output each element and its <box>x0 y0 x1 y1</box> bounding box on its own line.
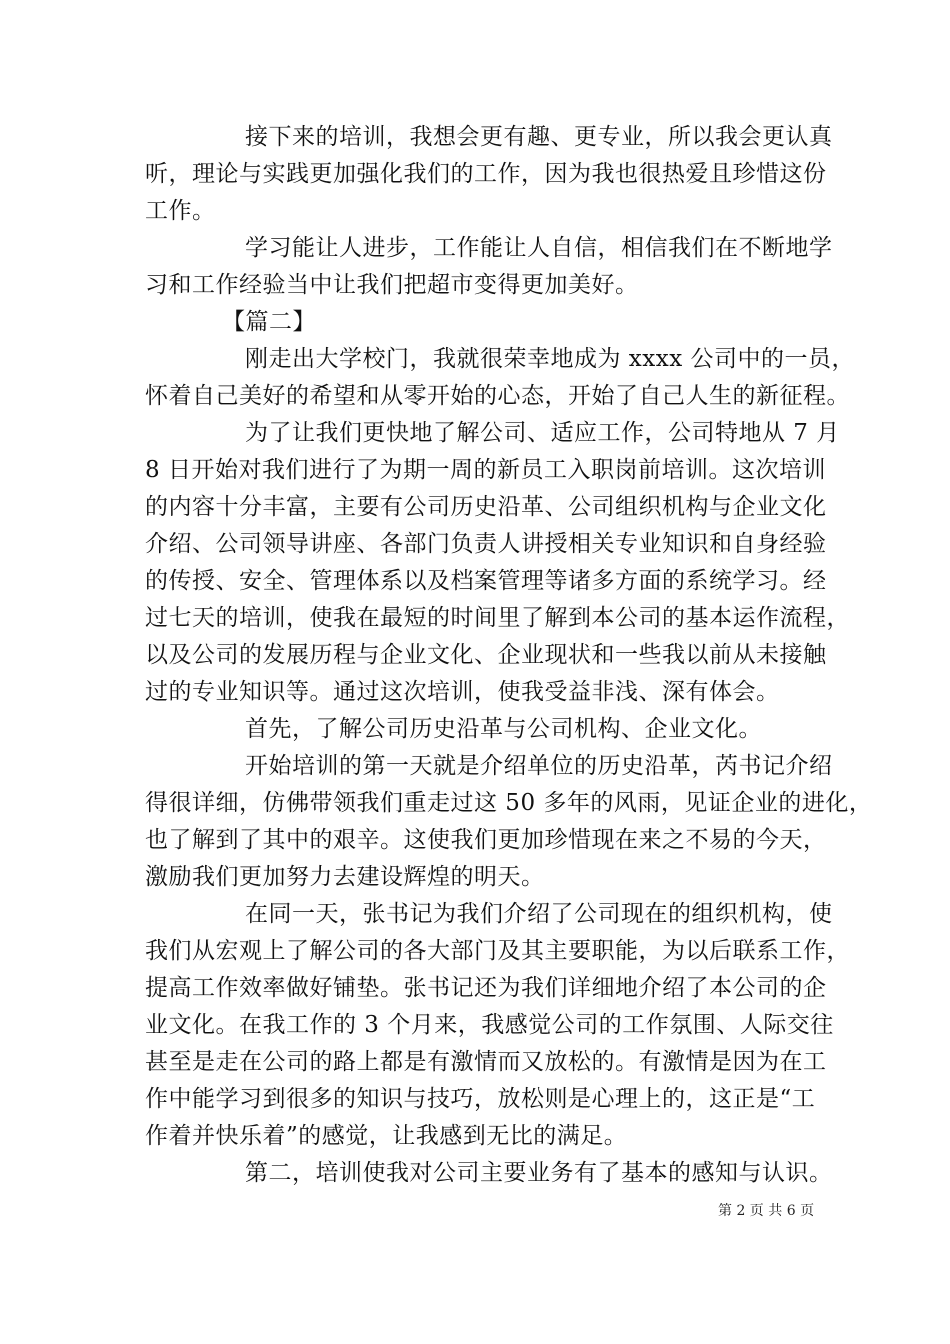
paragraph-line: 习和工作经验当中让我们把超市变得更加美好。 <box>145 272 639 298</box>
paragraph-line: 激励我们更加努力去建设辉煌的明天。 <box>145 864 545 890</box>
paragraph-line: 为了让我们更快地了解公司、适应工作，公司特地从 7 月 <box>245 420 840 446</box>
page-number-footer: 第 2 页 共 6 页 <box>718 1203 815 1219</box>
paragraph-line: 我们从宏观上了解公司的各大部门及其主要职能，为以后联系工作， <box>145 938 850 964</box>
paragraph-line: 开始培训的第一天就是介绍单位的历史沿革，芮书记介绍 <box>245 753 833 779</box>
paragraph-line: 作着并快乐着”的感觉，让我感到无比的满足。 <box>145 1123 628 1149</box>
paragraph-line: 首先，了解公司历史沿革与公司机构、企业文化。 <box>245 716 762 742</box>
paragraph-line: 介绍、公司领导讲座、各部门负责人讲授相关专业知识和自身经验 <box>145 531 827 557</box>
paragraph-line: 甚至是走在公司的路上都是有激情而又放松的。有激情是因为在工 <box>145 1049 827 1075</box>
paragraph-line: 刚走出大学校门，我就很荣幸地成为 xxxx 公司中的一员， <box>245 346 856 372</box>
paragraph-line: 过七天的培训，使我在最短的时间里了解到本公司的基本运作流程， <box>145 605 850 631</box>
paragraph-line: 作中能学习到很多的知识与技巧，放松则是心理上的，这正是“工 <box>145 1086 816 1112</box>
paragraph-line: 得很详细，仿佛带领我们重走过这 50 多年的风雨，见证企业的进化， <box>145 790 873 816</box>
paragraph-line: 听，理论与实践更加强化我们的工作，因为我也很热爱且珍惜这份 <box>145 161 827 187</box>
paragraph-line: 工作。 <box>145 198 216 224</box>
paragraph-line: 业文化。在我工作的 3 个月来，我感觉公司的工作氛围、人际交往 <box>145 1012 834 1038</box>
paragraph-line: 提高工作效率做好铺垫。张书记还为我们详细地介绍了本公司的企 <box>145 975 827 1001</box>
paragraph-line: 的内容十分丰富，主要有公司历史沿革、公司组织机构与企业文化 <box>145 494 827 520</box>
paragraph-line: 8 日开始对我们进行了为期一周的新员工入职岗前培训。这次培训 <box>145 457 826 483</box>
paragraph-line: 也了解到了其中的艰辛。这使我们更加珍惜现在来之不易的今天， <box>145 827 827 853</box>
paragraph-line: 接下来的培训，我想会更有趣、更专业，所以我会更认真 <box>245 124 833 150</box>
paragraph-line: 第二，培训使我对公司主要业务有了基本的感知与认识。 <box>245 1160 833 1186</box>
paragraph-line: 的传授、安全、管理体系以及档案管理等诸多方面的系统学习。经 <box>145 568 827 594</box>
paragraph-line: 过的专业知识等。通过这次培训，使我受益非浅、深有体会。 <box>145 679 780 705</box>
paragraph-line: 怀着自己美好的希望和从零开始的心态，开始了自己人生的新征程。 <box>145 383 850 409</box>
paragraph-line: 以及公司的发展历程与企业文化、企业现状和一些我以前从未接触 <box>145 642 827 668</box>
section-heading: 【篇二】 <box>222 309 316 335</box>
paragraph-line: 在同一天，张书记为我们介绍了公司现在的组织机构，使 <box>245 901 833 927</box>
paragraph-line: 学习能让人进步，工作能让人自信，相信我们在不断地学 <box>245 235 833 261</box>
